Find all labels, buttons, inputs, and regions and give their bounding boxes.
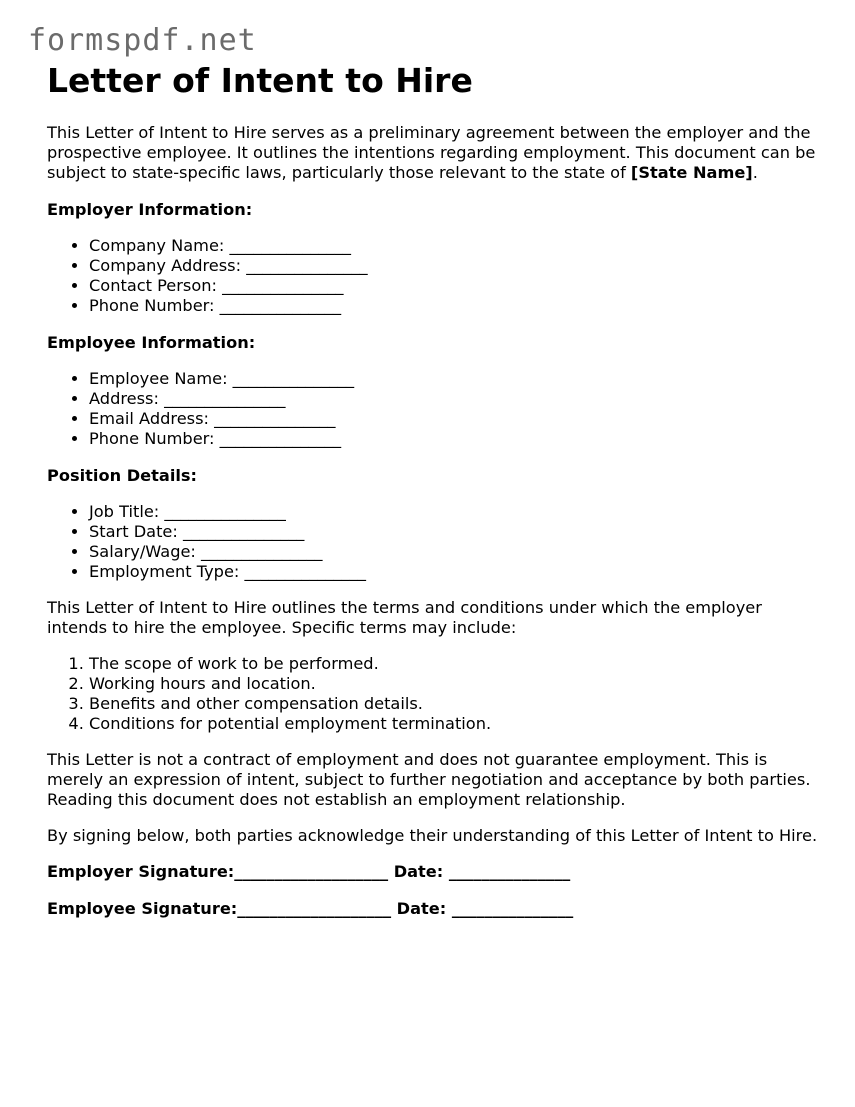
state-name-placeholder: [State Name]	[630, 163, 753, 182]
document-title: Letter of Intent to Hire	[47, 61, 473, 100]
position-details-heading: Position Details:	[47, 466, 198, 485]
list-item: 1. The scope of work to be performed.	[89, 654, 827, 674]
document-page	[47, 60, 827, 919]
list-item: • Phone Number: _______________	[89, 296, 827, 316]
employee-signature-line: Employee Signature:___________________ Date: _______________	[47, 899, 574, 918]
watermark-logo: formspdf.net	[28, 23, 257, 58]
employer-signature-line: Employer Signature:___________________ Date: _______________	[47, 862, 571, 881]
intro-end: .	[752, 163, 758, 182]
list-item: • Company Address: _______________	[89, 256, 827, 276]
disclaimer-paragraph: This Letter is not a contract of employment and does not guarantee employment. This is merely an expression of intent, subject to further negotiation and acceptance by both parties. Reading this document does not establish an employment relationship.	[47, 750, 811, 809]
list-item: • Phone Number: _______________	[89, 429, 827, 449]
employer-info-heading: Employer Information:	[47, 200, 253, 219]
position-details-list	[47, 502, 827, 582]
list-item: • Employee Name: _______________	[89, 369, 827, 389]
terms-list	[47, 654, 827, 734]
list-item: 2. Working hours and location.	[89, 674, 827, 694]
employee-info-list	[47, 369, 827, 449]
intro-text: This Letter of Intent to Hire serves as a preliminary agreement between the employer and the prospective employee. It outlines the intentions regarding employment. This document can be subject to state-specific laws, particularly those relevant to the state of	[47, 123, 816, 182]
list-item: • Email Address: _______________	[89, 409, 827, 429]
acknowledgement-paragraph: By signing below, both parties acknowledge their understanding of this Letter of Intent to Hire.	[47, 826, 818, 845]
list-item: • Contact Person: _______________	[89, 276, 827, 296]
list-item: • Start Date: _______________	[89, 522, 827, 542]
terms-paragraph: This Letter of Intent to Hire outlines the terms and conditions under which the employer intends to hire the employee. Specific terms may include:	[47, 598, 762, 637]
employer-info-list	[47, 236, 827, 316]
employee-info-heading: Employee Information:	[47, 333, 256, 352]
list-item: • Employment Type: _______________	[89, 562, 827, 582]
list-item: 3. Benefits and other compensation details.	[89, 694, 827, 714]
list-item: • Address: _______________	[89, 389, 827, 409]
list-item: • Company Name: _______________	[89, 236, 827, 256]
list-item: • Job Title: _______________	[89, 502, 827, 522]
list-item: 4. Conditions for potential employment termination.	[89, 714, 827, 734]
list-item: • Salary/Wage: _______________	[89, 542, 827, 562]
intro-paragraph	[47, 123, 827, 183]
